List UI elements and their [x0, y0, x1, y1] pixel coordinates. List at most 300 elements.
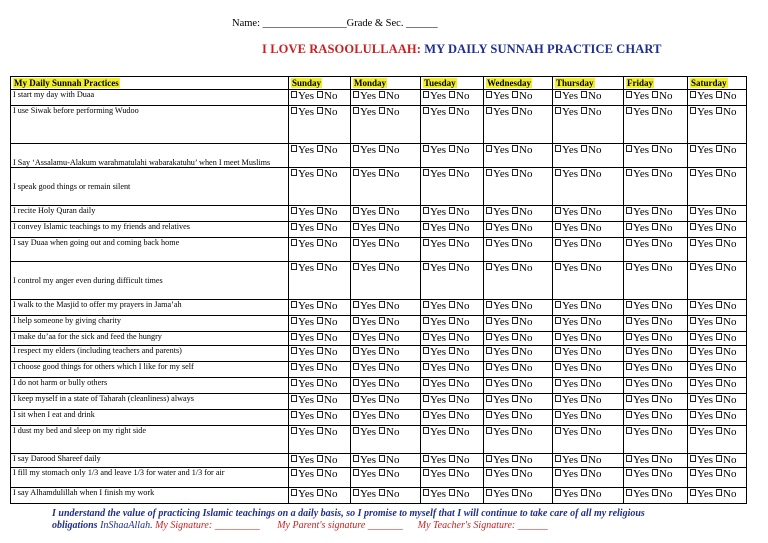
no-checkbox[interactable] [581, 317, 587, 324]
no-checkbox[interactable] [379, 317, 385, 324]
yes-checkbox[interactable] [486, 223, 492, 230]
yes-checkbox[interactable] [486, 379, 492, 386]
yes-checkbox[interactable] [423, 347, 429, 354]
yes-checkbox[interactable] [626, 395, 632, 402]
yes-checkbox[interactable] [555, 455, 561, 462]
yes-checkbox[interactable] [423, 455, 429, 462]
no-checkbox[interactable] [379, 395, 385, 402]
yes-checkbox[interactable] [555, 223, 561, 230]
no-checkbox[interactable] [652, 395, 658, 402]
no-checkbox[interactable] [317, 145, 323, 152]
no-checkbox[interactable] [716, 347, 722, 354]
yes-checkbox[interactable] [690, 169, 696, 176]
no-checkbox[interactable] [512, 223, 518, 230]
yes-checkbox[interactable] [626, 489, 632, 496]
no-checkbox[interactable] [652, 301, 658, 308]
yes-checkbox[interactable] [555, 207, 561, 214]
my-signature-field[interactable]: My Signature: _________ [152, 520, 260, 531]
yes-checkbox[interactable] [291, 333, 297, 340]
no-checkbox[interactable] [716, 379, 722, 386]
no-checkbox[interactable] [581, 455, 587, 462]
yes-checkbox[interactable] [690, 333, 696, 340]
yes-checkbox[interactable] [423, 411, 429, 418]
no-checkbox[interactable] [716, 223, 722, 230]
no-checkbox[interactable] [449, 223, 455, 230]
no-checkbox[interactable] [652, 169, 658, 176]
yes-checkbox[interactable] [291, 427, 297, 434]
yes-checkbox[interactable] [423, 207, 429, 214]
yes-checkbox[interactable] [690, 145, 696, 152]
yes-checkbox[interactable] [486, 363, 492, 370]
no-checkbox[interactable] [716, 317, 722, 324]
yes-checkbox[interactable] [423, 91, 429, 98]
yes-checkbox[interactable] [555, 145, 561, 152]
no-checkbox[interactable] [652, 91, 658, 98]
yes-checkbox[interactable] [555, 169, 561, 176]
no-label: No [659, 394, 673, 406]
no-checkbox[interactable] [317, 427, 323, 434]
yes-checkbox[interactable] [626, 263, 632, 270]
yes-checkbox[interactable] [423, 223, 429, 230]
no-checkbox[interactable] [581, 379, 587, 386]
no-checkbox[interactable] [317, 363, 323, 370]
yes-checkbox[interactable] [626, 333, 632, 340]
no-checkbox[interactable] [512, 411, 518, 418]
no-checkbox[interactable] [581, 239, 587, 246]
no-checkbox[interactable] [652, 145, 658, 152]
yes-checkbox[interactable] [291, 91, 297, 98]
no-checkbox[interactable] [512, 301, 518, 308]
yes-checkbox[interactable] [353, 223, 359, 230]
no-checkbox[interactable] [317, 411, 323, 418]
yes-checkbox[interactable] [690, 411, 696, 418]
no-checkbox[interactable] [581, 363, 587, 370]
no-checkbox[interactable] [317, 489, 323, 496]
yes-checkbox[interactable] [291, 363, 297, 370]
no-checkbox[interactable] [449, 169, 455, 176]
no-checkbox[interactable] [512, 145, 518, 152]
yes-checkbox[interactable] [291, 169, 297, 176]
yes-checkbox[interactable] [555, 469, 561, 476]
yes-checkbox[interactable] [626, 239, 632, 246]
no-checkbox[interactable] [652, 427, 658, 434]
yes-checkbox[interactable] [626, 91, 632, 98]
no-checkbox[interactable] [652, 469, 658, 476]
no-checkbox[interactable] [317, 333, 323, 340]
no-checkbox[interactable] [581, 145, 587, 152]
yes-checkbox[interactable] [423, 301, 429, 308]
no-checkbox[interactable] [716, 427, 722, 434]
yes-checkbox[interactable] [353, 91, 359, 98]
no-checkbox[interactable] [317, 317, 323, 324]
yes-checkbox[interactable] [353, 169, 359, 176]
no-checkbox[interactable] [652, 411, 658, 418]
yes-checkbox[interactable] [690, 263, 696, 270]
yes-checkbox[interactable] [353, 363, 359, 370]
yes-checkbox[interactable] [423, 107, 429, 114]
no-checkbox[interactable] [512, 489, 518, 496]
yes-checkbox[interactable] [353, 455, 359, 462]
no-checkbox[interactable] [379, 333, 385, 340]
no-checkbox[interactable] [449, 107, 455, 114]
yes-checkbox[interactable] [690, 489, 696, 496]
yes-checkbox[interactable] [291, 379, 297, 386]
no-checkbox[interactable] [317, 455, 323, 462]
yes-checkbox[interactable] [690, 455, 696, 462]
yes-checkbox[interactable] [423, 363, 429, 370]
yes-checkbox[interactable] [486, 469, 492, 476]
yes-checkbox[interactable] [626, 301, 632, 308]
no-checkbox[interactable] [652, 239, 658, 246]
yes-checkbox[interactable] [423, 239, 429, 246]
yes-no-cell [421, 426, 484, 454]
yes-checkbox[interactable] [555, 411, 561, 418]
no-label: No [456, 454, 470, 466]
yes-checkbox[interactable] [555, 107, 561, 114]
no-checkbox[interactable] [716, 455, 722, 462]
yes-checkbox[interactable] [690, 91, 696, 98]
no-checkbox[interactable] [652, 333, 658, 340]
yes-label: Yes [633, 300, 650, 312]
no-checkbox[interactable] [581, 333, 587, 340]
no-checkbox[interactable] [716, 107, 722, 114]
yes-checkbox[interactable] [486, 107, 492, 114]
yes-checkbox[interactable] [555, 239, 561, 246]
yes-checkbox[interactable] [690, 395, 696, 402]
no-checkbox[interactable] [512, 169, 518, 176]
no-checkbox[interactable] [317, 91, 323, 98]
yes-checkbox[interactable] [423, 169, 429, 176]
no-label: No [456, 106, 470, 118]
no-checkbox[interactable] [449, 239, 455, 246]
no-checkbox[interactable] [317, 379, 323, 386]
yes-checkbox[interactable] [353, 317, 359, 324]
no-checkbox[interactable] [512, 379, 518, 386]
yes-no-cell [624, 332, 688, 346]
yes-checkbox[interactable] [486, 317, 492, 324]
yes-checkbox[interactable] [353, 333, 359, 340]
no-checkbox[interactable] [581, 469, 587, 476]
no-checkbox[interactable] [652, 363, 658, 370]
yes-checkbox[interactable] [486, 411, 492, 418]
yes-checkbox[interactable] [353, 411, 359, 418]
yes-checkbox[interactable] [423, 333, 429, 340]
yes-checkbox[interactable] [626, 317, 632, 324]
no-checkbox[interactable] [716, 263, 722, 270]
yes-checkbox[interactable] [353, 207, 359, 214]
no-label: No [456, 394, 470, 406]
no-label: No [324, 410, 338, 422]
yes-checkbox[interactable] [626, 379, 632, 386]
yes-checkbox[interactable] [486, 489, 492, 496]
yes-checkbox[interactable] [423, 427, 429, 434]
no-checkbox[interactable] [449, 379, 455, 386]
yes-checkbox[interactable] [690, 469, 696, 476]
no-checkbox[interactable] [512, 333, 518, 340]
no-checkbox[interactable] [581, 411, 587, 418]
yes-checkbox[interactable] [291, 455, 297, 462]
no-checkbox[interactable] [379, 411, 385, 418]
no-checkbox[interactable] [317, 301, 323, 308]
yes-checkbox[interactable] [486, 455, 492, 462]
yes-checkbox[interactable] [486, 347, 492, 354]
yes-checkbox[interactable] [690, 347, 696, 354]
yes-checkbox[interactable] [555, 91, 561, 98]
no-checkbox[interactable] [449, 395, 455, 402]
yes-checkbox[interactable] [626, 455, 632, 462]
no-checkbox[interactable] [317, 239, 323, 246]
yes-checkbox[interactable] [690, 317, 696, 324]
no-checkbox[interactable] [512, 91, 518, 98]
yes-checkbox[interactable] [555, 427, 561, 434]
no-checkbox[interactable] [379, 347, 385, 354]
no-checkbox[interactable] [581, 427, 587, 434]
yes-checkbox[interactable] [423, 145, 429, 152]
yes-checkbox[interactable] [353, 379, 359, 386]
no-checkbox[interactable] [317, 347, 323, 354]
no-checkbox[interactable] [317, 263, 323, 270]
yes-checkbox[interactable] [291, 395, 297, 402]
no-checkbox[interactable] [449, 469, 455, 476]
no-checkbox[interactable] [581, 169, 587, 176]
yes-checkbox[interactable] [690, 427, 696, 434]
yes-checkbox[interactable] [423, 317, 429, 324]
yes-label: Yes [360, 316, 377, 328]
yes-checkbox[interactable] [690, 379, 696, 386]
yes-checkbox[interactable] [353, 347, 359, 354]
no-checkbox[interactable] [317, 107, 323, 114]
yes-checkbox[interactable] [626, 223, 632, 230]
yes-checkbox[interactable] [423, 469, 429, 476]
yes-checkbox[interactable] [291, 489, 297, 496]
no-checkbox[interactable] [449, 263, 455, 270]
yes-checkbox[interactable] [555, 363, 561, 370]
yes-checkbox[interactable] [626, 107, 632, 114]
yes-checkbox[interactable] [291, 411, 297, 418]
yes-checkbox[interactable] [690, 107, 696, 114]
no-checkbox[interactable] [581, 91, 587, 98]
yes-checkbox[interactable] [291, 223, 297, 230]
yes-checkbox[interactable] [423, 263, 429, 270]
yes-checkbox[interactable] [690, 363, 696, 370]
no-checkbox[interactable] [652, 207, 658, 214]
yes-checkbox[interactable] [291, 263, 297, 270]
yes-checkbox[interactable] [690, 207, 696, 214]
no-checkbox[interactable] [512, 395, 518, 402]
yes-checkbox[interactable] [626, 363, 632, 370]
no-checkbox[interactable] [716, 411, 722, 418]
no-checkbox[interactable] [379, 239, 385, 246]
yes-label: Yes [298, 206, 315, 218]
no-checkbox[interactable] [379, 455, 385, 462]
yes-checkbox[interactable] [486, 207, 492, 214]
yes-checkbox[interactable] [291, 469, 297, 476]
yes-checkbox[interactable] [423, 379, 429, 386]
yes-label: Yes [562, 262, 579, 274]
no-checkbox[interactable] [512, 239, 518, 246]
yes-checkbox[interactable] [291, 301, 297, 308]
no-checkbox[interactable] [512, 455, 518, 462]
no-checkbox[interactable] [449, 363, 455, 370]
no-checkbox[interactable] [449, 489, 455, 496]
no-checkbox[interactable] [716, 363, 722, 370]
yes-checkbox[interactable] [555, 489, 561, 496]
no-checkbox[interactable] [581, 207, 587, 214]
no-checkbox[interactable] [379, 263, 385, 270]
no-checkbox[interactable] [512, 107, 518, 114]
no-checkbox[interactable] [581, 263, 587, 270]
no-checkbox[interactable] [512, 347, 518, 354]
no-checkbox[interactable] [512, 207, 518, 214]
yes-checkbox[interactable] [555, 263, 561, 270]
yes-checkbox[interactable] [353, 263, 359, 270]
yes-checkbox[interactable] [626, 207, 632, 214]
teacher-signature-field[interactable]: My Teacher's Signature: ______ [417, 520, 548, 531]
yes-checkbox[interactable] [291, 317, 297, 324]
no-checkbox[interactable] [581, 347, 587, 354]
no-checkbox[interactable] [716, 169, 722, 176]
yes-checkbox[interactable] [555, 395, 561, 402]
no-checkbox[interactable] [449, 411, 455, 418]
yes-checkbox[interactable] [353, 395, 359, 402]
no-checkbox[interactable] [449, 145, 455, 152]
no-checkbox[interactable] [379, 223, 385, 230]
yes-checkbox[interactable] [690, 223, 696, 230]
yes-checkbox[interactable] [486, 427, 492, 434]
yes-checkbox[interactable] [423, 395, 429, 402]
yes-checkbox[interactable] [690, 301, 696, 308]
no-checkbox[interactable] [379, 169, 385, 176]
no-checkbox[interactable] [512, 427, 518, 434]
no-checkbox[interactable] [379, 107, 385, 114]
yes-checkbox[interactable] [291, 107, 297, 114]
no-checkbox[interactable] [512, 317, 518, 324]
no-checkbox[interactable] [581, 489, 587, 496]
no-checkbox[interactable] [716, 469, 722, 476]
yes-checkbox[interactable] [291, 239, 297, 246]
yes-checkbox[interactable] [486, 169, 492, 176]
no-checkbox[interactable] [512, 263, 518, 270]
no-checkbox[interactable] [716, 395, 722, 402]
no-checkbox[interactable] [317, 169, 323, 176]
no-checkbox[interactable] [652, 107, 658, 114]
yes-checkbox[interactable] [690, 239, 696, 246]
no-checkbox[interactable] [449, 347, 455, 354]
yes-checkbox[interactable] [353, 107, 359, 114]
no-checkbox[interactable] [449, 207, 455, 214]
yes-checkbox[interactable] [353, 469, 359, 476]
yes-checkbox[interactable] [486, 301, 492, 308]
yes-checkbox[interactable] [555, 379, 561, 386]
yes-checkbox[interactable] [486, 91, 492, 98]
yes-checkbox[interactable] [626, 427, 632, 434]
no-checkbox[interactable] [449, 455, 455, 462]
no-checkbox[interactable] [449, 317, 455, 324]
yes-checkbox[interactable] [353, 145, 359, 152]
no-checkbox[interactable] [379, 363, 385, 370]
yes-checkbox[interactable] [555, 333, 561, 340]
no-checkbox[interactable] [581, 223, 587, 230]
no-checkbox[interactable] [716, 301, 722, 308]
yes-checkbox[interactable] [353, 239, 359, 246]
no-checkbox[interactable] [716, 91, 722, 98]
no-checkbox[interactable] [512, 363, 518, 370]
no-label: No [456, 206, 470, 218]
no-checkbox[interactable] [379, 301, 385, 308]
parent-signature-field[interactable]: My Parent's signature _______ [277, 520, 403, 531]
no-checkbox[interactable] [379, 207, 385, 214]
no-checkbox[interactable] [716, 489, 722, 496]
no-checkbox[interactable] [716, 239, 722, 246]
no-checkbox[interactable] [581, 301, 587, 308]
no-checkbox[interactable] [317, 207, 323, 214]
yes-checkbox[interactable] [555, 301, 561, 308]
yes-checkbox[interactable] [291, 347, 297, 354]
no-checkbox[interactable] [379, 489, 385, 496]
no-checkbox[interactable] [716, 207, 722, 214]
no-checkbox[interactable] [652, 223, 658, 230]
yes-checkbox[interactable] [486, 395, 492, 402]
no-checkbox[interactable] [379, 469, 385, 476]
yes-checkbox[interactable] [626, 169, 632, 176]
no-checkbox[interactable] [379, 91, 385, 98]
yes-checkbox[interactable] [291, 207, 297, 214]
no-checkbox[interactable] [449, 301, 455, 308]
no-label: No [519, 362, 533, 374]
no-checkbox[interactable] [449, 91, 455, 98]
no-checkbox[interactable] [652, 263, 658, 270]
no-checkbox[interactable] [449, 427, 455, 434]
no-checkbox[interactable] [581, 107, 587, 114]
yes-checkbox[interactable] [486, 333, 492, 340]
no-checkbox[interactable] [716, 333, 722, 340]
no-checkbox[interactable] [379, 379, 385, 386]
table-row [11, 90, 747, 106]
no-checkbox[interactable] [716, 145, 722, 152]
yes-checkbox[interactable] [555, 347, 561, 354]
no-checkbox[interactable] [317, 395, 323, 402]
yes-checkbox[interactable] [423, 489, 429, 496]
no-checkbox[interactable] [512, 469, 518, 476]
no-checkbox[interactable] [379, 427, 385, 434]
no-checkbox[interactable] [581, 395, 587, 402]
yes-label: Yes [298, 454, 315, 466]
no-checkbox[interactable] [652, 489, 658, 496]
no-checkbox[interactable] [317, 223, 323, 230]
yes-checkbox[interactable] [626, 469, 632, 476]
yes-checkbox[interactable] [353, 301, 359, 308]
yes-checkbox[interactable] [626, 347, 632, 354]
no-checkbox[interactable] [449, 333, 455, 340]
yes-checkbox[interactable] [486, 239, 492, 246]
yes-checkbox[interactable] [486, 145, 492, 152]
yes-checkbox[interactable] [626, 411, 632, 418]
yes-checkbox[interactable] [353, 489, 359, 496]
yes-checkbox[interactable] [291, 145, 297, 152]
no-checkbox[interactable] [317, 469, 323, 476]
no-checkbox[interactable] [379, 145, 385, 152]
yes-checkbox[interactable] [555, 317, 561, 324]
yes-no-cell [421, 316, 484, 332]
no-checkbox[interactable] [652, 347, 658, 354]
no-checkbox[interactable] [652, 379, 658, 386]
yes-checkbox[interactable] [486, 263, 492, 270]
yes-checkbox[interactable] [353, 427, 359, 434]
yes-label: Yes [493, 206, 510, 218]
no-checkbox[interactable] [652, 317, 658, 324]
yes-checkbox[interactable] [626, 145, 632, 152]
no-checkbox[interactable] [652, 455, 658, 462]
